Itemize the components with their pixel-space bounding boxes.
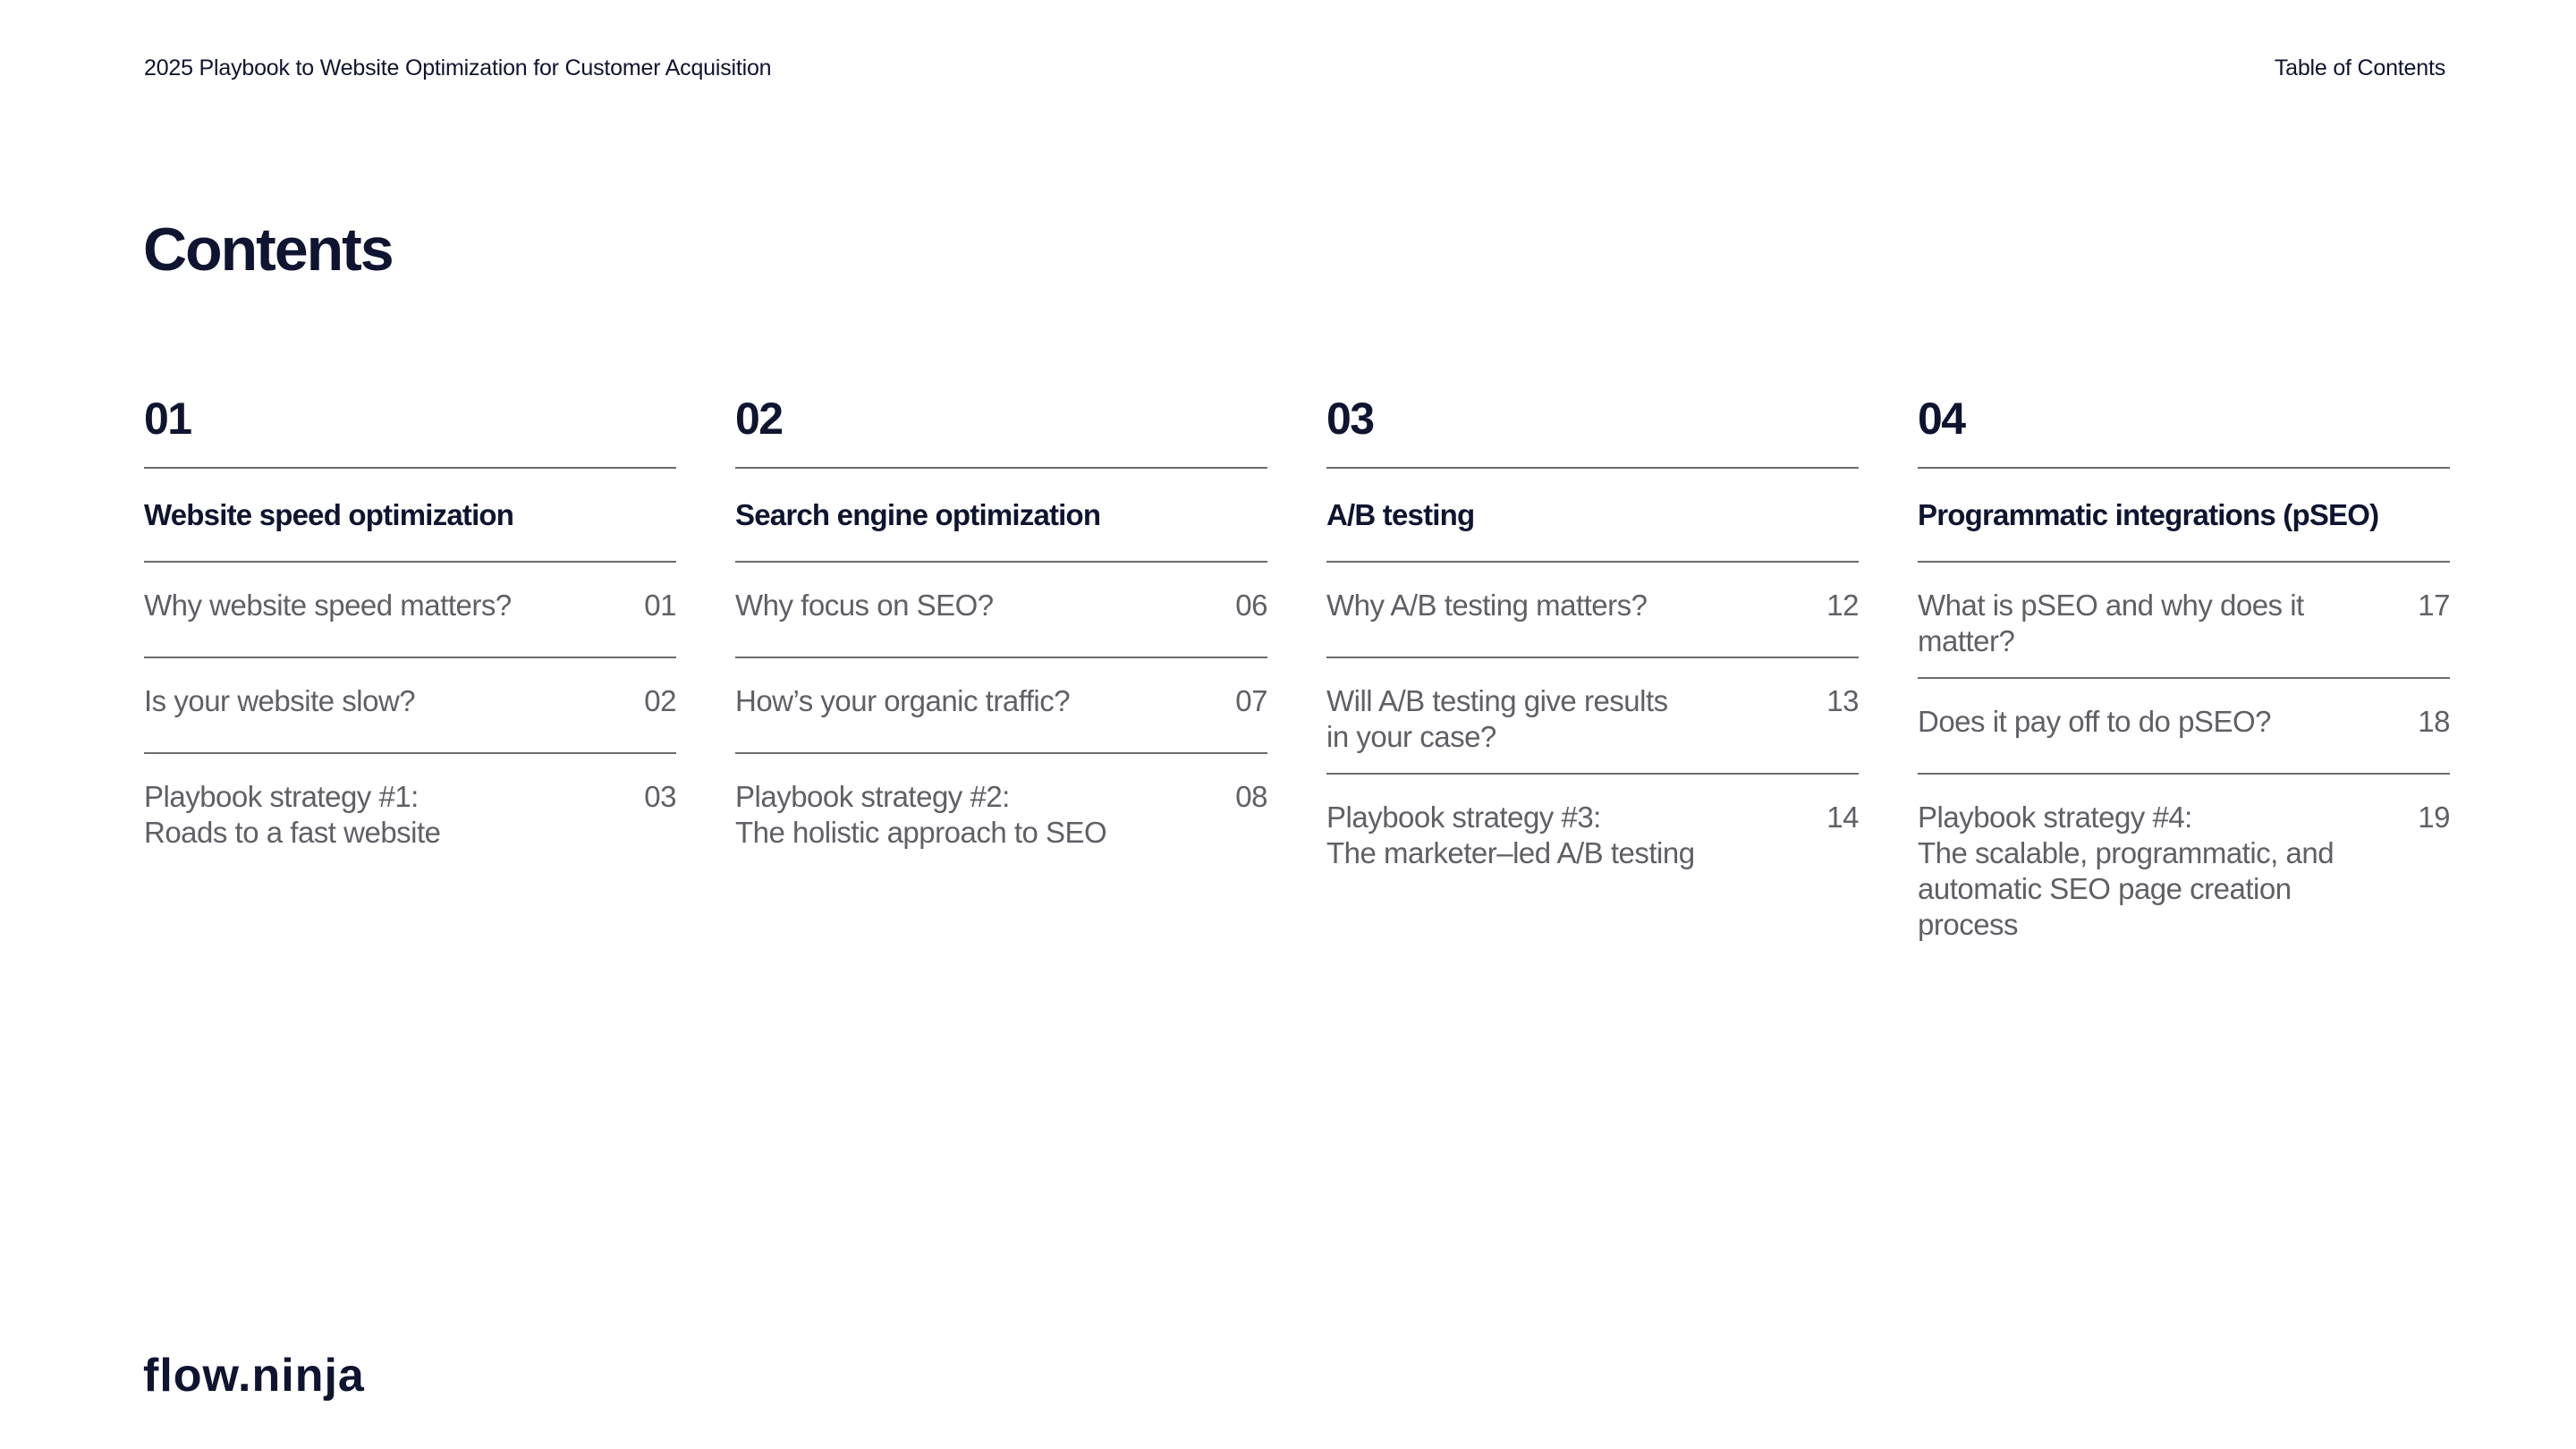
toc-entry[interactable]: [144, 752, 676, 869]
toc-entry-title: Why website speed matters?: [144, 589, 512, 622]
toc-entry-page: 07: [1235, 684, 1267, 717]
section-heading[interactable]: Website speed optimization: [144, 467, 676, 561]
page-title: Contents: [143, 216, 393, 284]
section-column-02: [735, 392, 1267, 961]
section-number: 01: [144, 394, 191, 444]
toc-entry-page: 06: [1235, 589, 1267, 622]
section-heading[interactable]: A/B testing: [1326, 467, 1859, 561]
toc-entry-title: Is your website slow?: [144, 684, 416, 717]
toc-entry-page: 17: [2418, 589, 2450, 622]
toc-entry[interactable]: [735, 752, 1267, 869]
section-label: Table of Contents: [2274, 55, 2445, 80]
toc-entry-page: 12: [1826, 589, 1859, 622]
toc-entry-title: What is pSEO and why does it matter?: [1918, 589, 2304, 657]
toc-entry-title: Why focus on SEO?: [735, 589, 994, 622]
toc-entry[interactable]: [1326, 657, 1859, 773]
brand-logo: flow.ninja: [143, 1350, 365, 1402]
section-column-04: [1918, 392, 2450, 961]
toc-entry-page: 14: [1826, 801, 1859, 834]
toc-entry-page: 19: [2418, 801, 2450, 834]
section-number: 03: [1326, 394, 1374, 444]
section-number: 04: [1918, 394, 1965, 444]
toc-entry-page: 08: [1235, 780, 1267, 813]
toc-entry-title: Playbook strategy #2: The holistic approach to SEO: [735, 780, 1107, 849]
toc-entry[interactable]: [144, 657, 676, 752]
toc-entry-page: 03: [644, 780, 676, 813]
toc-entry[interactable]: [1326, 561, 1859, 657]
toc-entry[interactable]: [1918, 561, 2450, 677]
section-number: 02: [735, 394, 783, 444]
section-column-01: [144, 392, 676, 961]
toc-entry[interactable]: [1918, 677, 2450, 773]
toc-entry-title: Playbook strategy #1: Roads to a fast website: [144, 780, 441, 849]
toc-entry-page: 01: [644, 589, 676, 622]
toc-entry-page: 02: [644, 684, 676, 717]
toc-entry-page: 18: [2418, 705, 2450, 738]
toc-entry-title: Does it pay off to do pSEO?: [1918, 705, 2271, 738]
contents-columns: [144, 392, 2450, 961]
toc-entry-title: Playbook strategy #3: The marketer–led A/B testing: [1326, 801, 1695, 869]
toc-entry[interactable]: [144, 561, 676, 657]
toc-entry-page: 13: [1826, 684, 1859, 717]
section-heading[interactable]: Search engine optimization: [735, 467, 1267, 561]
toc-entry[interactable]: [735, 657, 1267, 752]
toc-entry-title: How’s your organic traffic?: [735, 684, 1071, 717]
section-column-03: [1326, 392, 1859, 961]
toc-entry[interactable]: [735, 561, 1267, 657]
section-heading[interactable]: Programmatic integrations (pSEO): [1918, 467, 2450, 561]
toc-entry-title: Will A/B testing give results in your case?: [1326, 684, 1668, 753]
toc-entry[interactable]: [1326, 773, 1859, 889]
toc-entry[interactable]: [1918, 773, 2450, 961]
toc-entry-title: Why A/B testing matters?: [1326, 589, 1648, 622]
document-title: 2025 Playbook to Website Optimization for Customer Acquisition: [144, 55, 772, 80]
toc-entry-title: Playbook strategy #4: The scalable, programmatic, and automatic SEO page creation process: [1918, 801, 2334, 941]
